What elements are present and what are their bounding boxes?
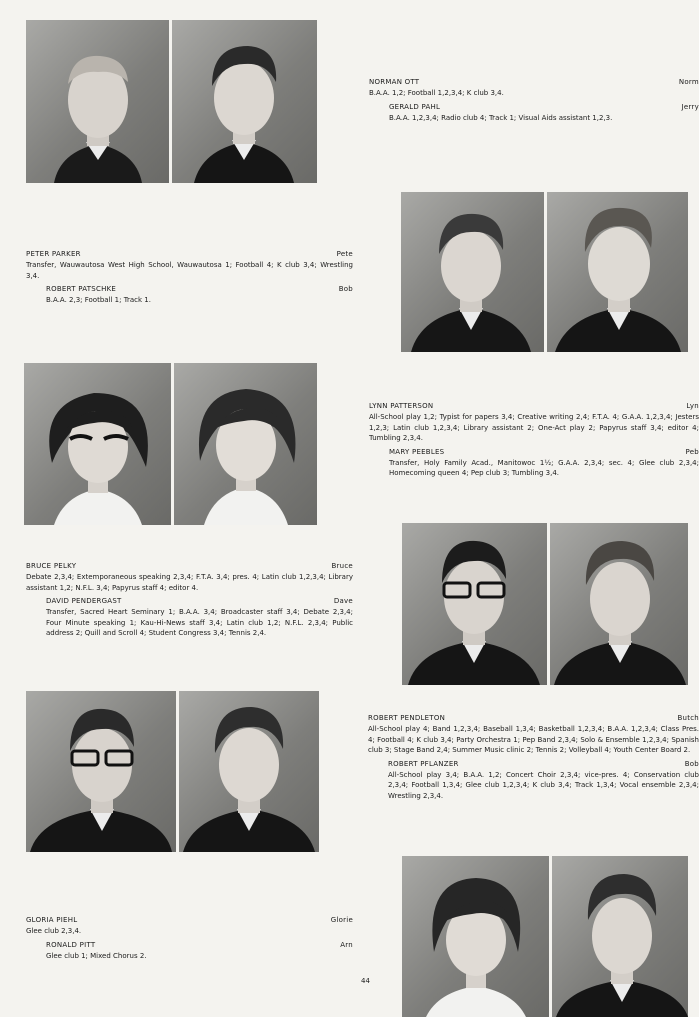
student-nickname: Bob [684,759,699,768]
portrait-photo [552,856,688,1017]
student-entry [46,940,353,962]
student-activities: B.A.A. 1,2,3,4; Radio club 4; Track 1; Visual Aids assistant 1,2,3. [389,113,613,122]
student-nickname: Bob [338,285,353,294]
student-nickname: Lyn [686,402,699,410]
student-activities: B.A.A. 1,2; Football 1,2,3,4; K club 3,4. [369,89,504,97]
student-entry [389,102,699,124]
portrait-photo [550,523,688,685]
student-entry [388,759,699,802]
student-activities: All-School play 4; Band 1,2,3,4; Baseball 1,3,4; Basketball 1,2,3,4; B.A.A. 1,2,3,4; Class Pres. 4; Football 4; K club 3,4; Party Orchestra 1; Pep Band 2,3,4; Solo & Ensemble 1,2,3,4; Spanish club 3; Stage Band 2,4; Summer Music clinic 2; Tennis 2; Volleyball 4; Youth Center Board 2. [368,725,699,755]
student-name: GERALD PAHL [389,102,441,111]
student-name: DAVID PENDERGAST [46,597,122,606]
student-entry [368,713,699,756]
student-entry-group [26,561,353,639]
student-name: GLORIA PIEHL [26,916,78,924]
portrait-photo [402,523,547,685]
student-entry [389,447,699,479]
portrait-photo [174,363,317,525]
portrait-photo [26,20,169,183]
student-entry [26,249,353,281]
student-name: ROBERT PATSCHKE [46,285,117,294]
student-name: NORMAN OTT [369,78,420,86]
student-entry [26,561,353,593]
student-name: BRUCE PELKY [26,562,77,570]
portrait-photo [402,856,549,1017]
portrait-photo [172,20,317,183]
student-name: LYNN PATTERSON [369,402,434,410]
student-entry [369,77,699,99]
student-name: MARY PEEBLES [389,447,445,456]
student-nickname: Butch [677,714,699,722]
page-number: 44 [361,977,370,985]
student-entry-group [26,249,353,306]
student-entry [46,284,353,306]
portrait-photo [24,363,171,525]
student-activities: All-School play 3,4; B.A.A. 1,2; Concert Choir 2,3,4; vice-pres. 4; Conservation club 2,3,4; Football 1,3,4; Glee club 1,2,3,4; K club 3,4; Track 1,3,4; Vocal ensemble 2,3,4; Wrestling 2,3,4. [388,770,699,800]
student-activities: Transfer, Holy Family Acad., Manitowoc 1½; G.A.A. 2,3,4; sec. 4; Glee club 2,3,4; Homecoming queen 4; Pep club 3; Tumbling 3,4. [389,458,699,478]
student-entry [369,401,699,444]
student-nickname: Dave [333,597,353,606]
student-nickname: Bruce [331,562,353,570]
student-activities: Glee club 2,3,4. [26,927,82,935]
portrait-photo [179,691,319,852]
student-name: ROBERT PENDLETON [368,714,446,722]
student-nickname: Arn [340,940,353,949]
student-activities: Glee club 1; Mixed Chorus 2. [46,951,147,960]
student-nickname: Pete [336,250,353,258]
student-activities: B.A.A. 2,3; Football 1; Track 1. [46,296,151,305]
student-activities: Transfer, Wauwautosa West High School, Wauwautosa 1; Football 4; K club 3,4; Wrestling 3,4. [26,261,353,280]
student-nickname: Peb [685,447,699,456]
student-name: RONALD PITT [46,940,96,949]
portrait-photo [26,691,176,852]
student-nickname: Glorie [330,916,353,924]
portrait-photo [547,192,688,352]
student-entry-group [369,401,699,479]
student-activities: Transfer, Sacred Heart Seminary 1; B.A.A. 3,4; Broadcaster staff 3,4; Debate 2,3,4; Four Minute speaking 1; Kau-Hi-News staff 3,4; Latin club 1,2; N.F.L. 2,3,4; Public address 2; Quill and Scroll 4; Student Congress 3,4; Tennis 2,4. [46,608,353,638]
student-name: ROBERT PFLANZER [388,759,459,768]
student-activities: Debate 2,3,4; Extemporaneous speaking 2,3,4; F.T.A. 3,4; pres. 4; Latin club 1,2,3,4; Library assistant 1,2; N.F.L. 3,4; Papyrus staff 4; editor 4. [26,573,353,592]
student-entry-group [368,713,699,802]
student-entry-group [26,915,353,961]
student-entry-group [369,77,699,123]
student-nickname: Jerry [681,102,699,111]
student-name: PETER PARKER [26,250,81,258]
portrait-photo [401,192,544,352]
student-entry [46,596,353,639]
student-nickname: Norm [678,78,699,86]
student-entry [26,915,353,937]
student-activities: All-School play 1,2; Typist for papers 3,4; Creative writing 2,4; F.T.A. 4; G.A.A. 1,2,3,4; Jesters 1,2,3; Latin club 1,2,3,4; Library assistant 2; One-Act play 2; Papyrus staff 3,4; editor 4; Tumbling 2,3,4. [369,413,699,443]
